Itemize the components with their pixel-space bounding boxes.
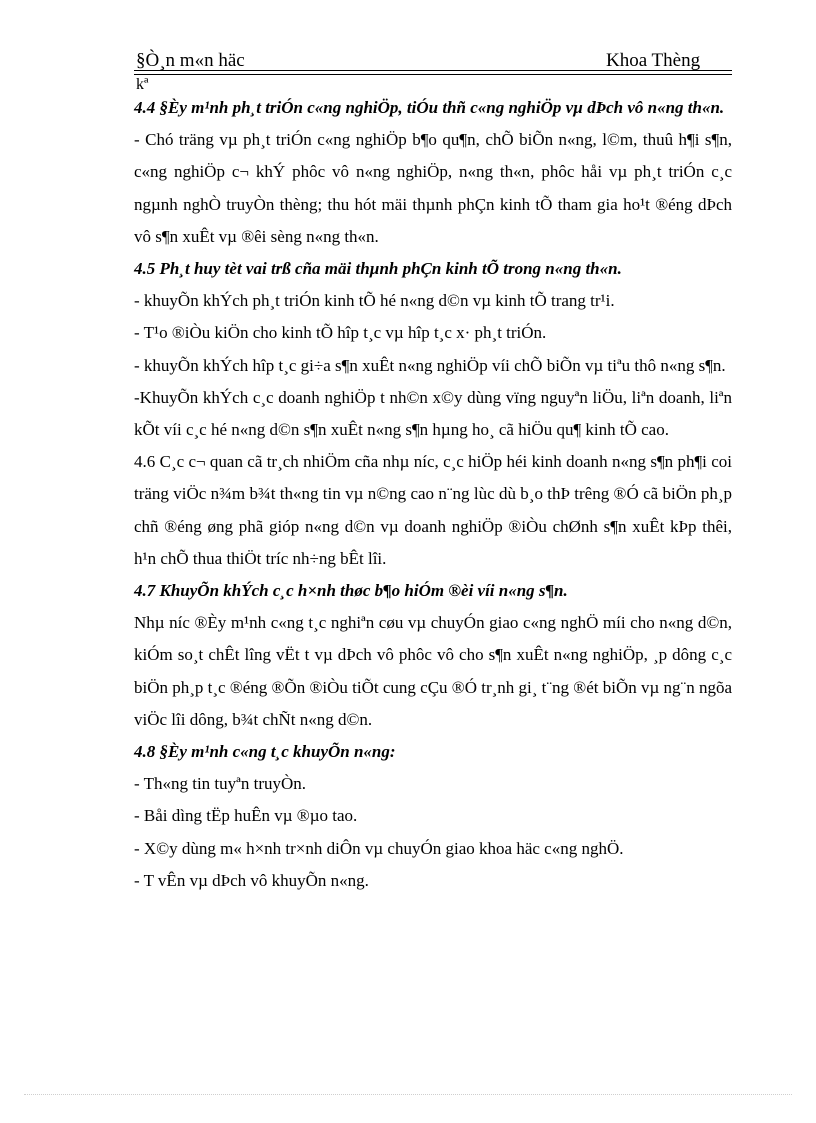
header-department: Khoa Thèng <box>606 50 701 71</box>
list-item: - khuyÕn khÝch ph¸t triÓn kinh tÕ hé n«ng d©n vµ kinh tÕ trang tr¹i. <box>134 291 615 311</box>
list-item: - T¹o ®iÒu kiÖn cho kinh tÕ hîp t¸c vµ hîp t¸c x· ph¸t triÓn. <box>134 323 547 343</box>
list-item: - X©y dùng m« h×nh tr×nh diÔn vµ chuyÓn giao khoa häc c«ng nghÖ. <box>134 838 624 858</box>
section-heading-4-5: 4.5 Ph¸t huy tèt vai trß cña mäi thµnh phÇn kinh tÕ trong n«ng th«n. <box>134 259 622 279</box>
page-bottom-divider <box>24 1094 792 1095</box>
list-item: - Th«ng tin tuyªn truyÒn. <box>134 774 307 794</box>
section-heading-4-6-paragraph: 4.6 C¸c c¬ quan cã tr¸ch nhiÖm cña nhµ níc, c¸c hiÖp héi kinh doanh n«ng s¶n ph¶i coi träng viÖc n¾m b¾t th«ng tin vµ n©ng cao n¨ng lùc dù b¸o thÞ trêng ®Ó cã biÖn ph¸p chñ ®éng øng phã gióp n«ng d©n vµ doanh nghiÖp ®iÒu chØnh s¶n xuÊt kÞp thêi, h¹n chÕ thua thiÖt tríc nh÷ng bÊt lîi. <box>134 452 732 568</box>
paragraph: Nhµ níc ®Èy m¹nh c«ng t¸c nghiªn cøu vµ chuyÓn giao c«ng nghÖ míi cho n«ng d©n, kiÓm so¸t chÊt lîng vËt t vµ dÞch vô phôc vô cho s¶n xuÊt n«ng nghiÖp, ¸p dông c¸c biÖn ph¸p t¸c ®éng ®Õn ®iÒu tiÕt cung cÇu ®Ó tr¸nh gi¸ t¨ng ®ét biÕn vµ ng¨n ngõa viÖc lîi dông, b¾t chÑt n«ng d©n. <box>134 613 732 729</box>
paragraph: - Chó träng vµ ph¸t triÓn c«ng nghiÖp b¶o qu¶n, chÕ biÕn n«ng, l©m, thuû h¶i s¶n, c«ng nghiÖp c¬ khÝ phôc vô n«ng nghiÖp, n«ng th«n, phôc håi vµ ph¸t triÓn c¸c ngµnh nghÒ truyÒn thèng; thu hót mäi thµnh phÇn kinh tÕ tham gia ho¹t ®éng dÞch vô s¶n xuÊt vµ ®êi sèng n«ng th«n. <box>134 130 732 246</box>
list-item: - khuyÕn khÝch hîp t¸c gi÷a s¶n xuÊt n«ng nghiÖp víi chÕ biÕn vµ tiªu thô n«ng s¶n. <box>134 355 726 375</box>
document-body <box>134 92 732 897</box>
list-item: - T vÊn vµ dÞch vô khuyÕn n«ng. <box>134 870 369 890</box>
header-divider-secondary <box>134 74 732 75</box>
header-department-continuation: kª <box>136 76 149 93</box>
header-divider <box>134 70 732 71</box>
list-item: - Båi dìng tËp huÊn vµ ®µo tao. <box>134 806 358 826</box>
section-heading-4-4: 4.4 §Èy m¹nh ph¸t triÓn c«ng nghiÖp, tiÓu thñ c«ng nghiÖp vµ dÞch vô n«ng th«n. <box>134 98 725 117</box>
section-heading-4-8: 4.8 §Èy m¹nh c«ng t¸c khuyÕn n«ng: <box>134 742 396 762</box>
section-heading-4-7: 4.7 KhuyÕn khÝch c¸c h×nh thøc b¶o hiÓm ®èi víi n«ng s¶n. <box>134 581 568 601</box>
header-subject: §Ò¸n m«n häc <box>136 50 245 71</box>
list-item: -KhuyÕn khÝch c¸c doanh nghiÖp t nh©n x©y dùng vïng nguyªn liÖu, liªn doanh, liªn kÕt víi c¸c hé n«ng d©n s¶n xuÊt n«ng s¶n hµng ho¸ cã hiÖu qu¶ kinh tÕ cao. <box>134 387 732 440</box>
